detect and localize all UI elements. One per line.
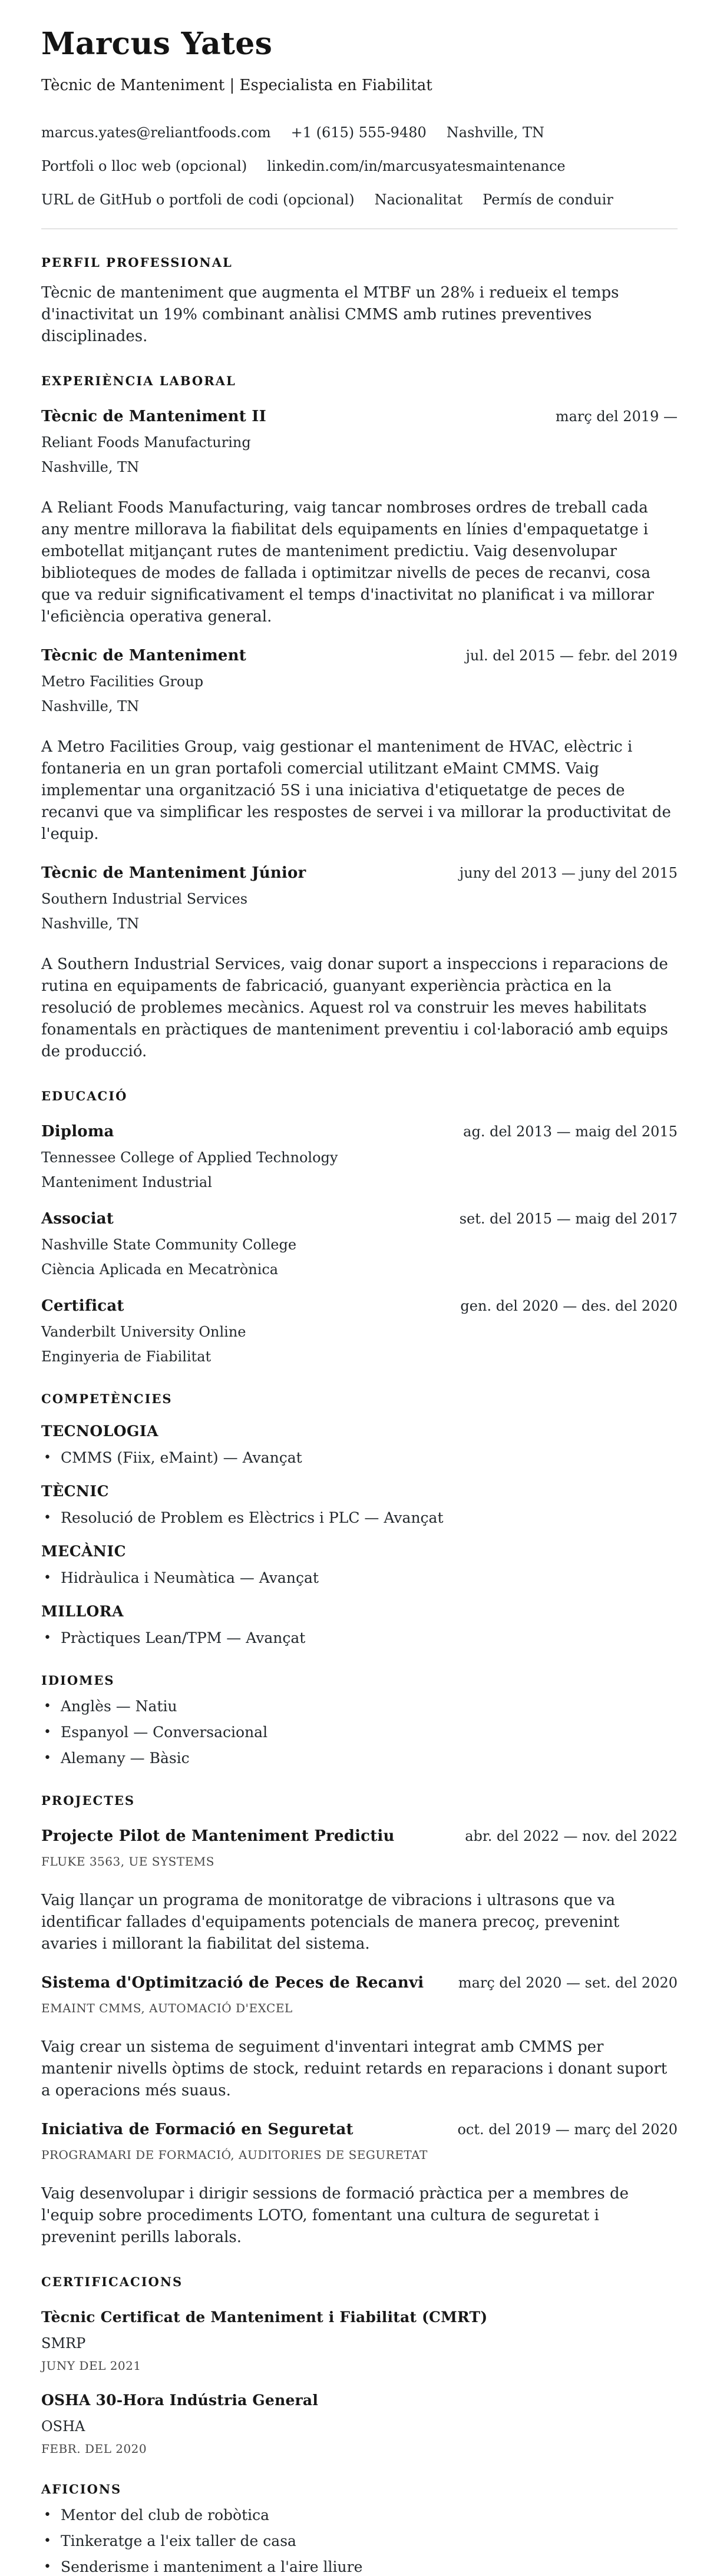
skill-category-name: MILLORA xyxy=(41,1603,124,1620)
language-item: • Anglès — Natiu xyxy=(41,1698,678,1715)
skill-list xyxy=(41,1449,678,1467)
project-entry-head xyxy=(41,2119,678,2139)
certification-date: FEBR. DEL 2020 xyxy=(41,2442,147,2456)
project-description: Vaig crear un sistema de seguiment d'inventari integrat amb CMMS per mantenir nivells òptims de stock, reduint retards en reparacions i donant suport a operacions més suaus. xyxy=(41,2038,668,2099)
job-company: Reliant Foods Manufacturing xyxy=(41,434,251,451)
job-entry-head xyxy=(41,646,678,666)
section-certifications xyxy=(41,2274,678,2456)
project-description: Vaig llançar un programa de monitoratge de vibracions i ultrasons que va identificar fallades d'equipaments potencials de manera precoç, prevenint avaries i millorant la fiabilitat del sistema. xyxy=(41,1892,620,1953)
project-entry-head xyxy=(41,1826,678,1846)
skill-list xyxy=(41,1629,678,1647)
skill-category xyxy=(41,1423,678,1467)
project-entry-head xyxy=(41,1973,678,1993)
job-title: Tècnic de Manteniment Júnior xyxy=(41,864,306,882)
contact-row-1 xyxy=(41,124,678,141)
job-entry xyxy=(41,406,678,628)
section-skills xyxy=(41,1391,678,1647)
hobby-item: • Mentor del club de robòtica xyxy=(41,2506,678,2524)
education-field: Enginyeria de Fiabilitat xyxy=(41,1348,212,1365)
resume-header xyxy=(41,26,678,209)
experience-heading: EXPERIÈNCIA LABORAL xyxy=(41,373,236,388)
education-degree: Diploma xyxy=(41,1123,114,1140)
contact-row-3 xyxy=(41,191,678,209)
education-dates: ag. del 2013 — maig del 2015 xyxy=(463,1123,678,1140)
certification-issuer: SMRP xyxy=(41,2335,86,2352)
project-title: Projecte Pilot de Manteniment Predictiu xyxy=(41,1827,395,1845)
section-projects xyxy=(41,1793,678,2248)
skill-item: • Pràctiques Lean/TPM — Avançat xyxy=(41,1629,678,1647)
person-title: Tècnic de Manteniment | Especialista en Fiabilitat xyxy=(41,77,432,94)
certification-issuer: OSHA xyxy=(41,2418,85,2435)
project-entry xyxy=(41,2119,678,2248)
skill-category xyxy=(41,1483,678,1527)
education-entry xyxy=(41,1209,678,1278)
education-degree: Associat xyxy=(41,1210,114,1228)
contact-row-2 xyxy=(41,157,678,175)
job-dates: jul. del 2015 — febr. del 2019 xyxy=(465,647,678,664)
skill-item: • Resolució de Problem es Elèctrics i PLC — Avançat xyxy=(41,1509,678,1527)
education-school: Nashville State Community College xyxy=(41,1236,297,1253)
education-degree: Certificat xyxy=(41,1297,124,1315)
skill-category-name: TECNOLOGIA xyxy=(41,1423,158,1440)
language-list xyxy=(41,1698,678,1767)
contact-item: Nashville, TN xyxy=(446,124,544,141)
education-entry-head xyxy=(41,1122,678,1142)
job-entry-head xyxy=(41,863,678,883)
certification-entry xyxy=(41,2390,678,2456)
certification-date: JUNY DEL 2021 xyxy=(41,2359,141,2373)
job-location: Nashville, TN xyxy=(41,915,140,932)
job-company: Metro Facilities Group xyxy=(41,673,204,690)
job-dates: juny del 2013 — juny del 2015 xyxy=(459,865,678,881)
education-field: Manteniment Industrial xyxy=(41,1174,212,1191)
certification-entry xyxy=(41,2307,678,2373)
skill-category-name: TÈCNIC xyxy=(41,1483,109,1500)
job-title: Tècnic de Manteniment xyxy=(41,647,246,664)
job-dates: març del 2019 — xyxy=(555,408,678,425)
section-languages xyxy=(41,1673,678,1767)
job-entry xyxy=(41,646,678,845)
hobby-list xyxy=(41,2506,678,2576)
job-description: A Reliant Foods Manufacturing, vaig tancar nombroses ordres de treball cada any mentre millorava la fiabilitat dels equipaments en línies d'empaquetatge i embotellat mitjançant rutes de manteniment predictiu. Vaig desenvolupar biblioteques de modes de fallada i optimitzar nivells de peces de recanvi, cosa que va reduir significativament el temps d'inactivitat no planificat i va millorar l'eficiència operativa general. xyxy=(41,499,654,626)
job-company: Southern Industrial Services xyxy=(41,891,248,907)
contact-item: Nacionalitat xyxy=(374,191,463,208)
project-tools: PROGRAMARI DE FORMACIÓ, AUDITORIES DE SEGURETAT xyxy=(41,2148,428,2162)
skill-item: • CMMS (Fiix, eMaint) — Avançat xyxy=(41,1449,678,1467)
projects-heading: PROJECTES xyxy=(41,1793,135,1808)
skills-heading: COMPETÈNCIES xyxy=(41,1391,173,1406)
language-item: • Espanyol — Conversacional xyxy=(41,1724,678,1741)
contact-item: marcus.yates@reliantfoods.com xyxy=(41,124,271,141)
hobby-item: • Tinkeratge a l'eix taller de casa xyxy=(41,2532,678,2550)
project-dates: març del 2020 — set. del 2020 xyxy=(458,1975,678,1991)
skill-item: • Hidràulica i Neumàtica — Avançat xyxy=(41,1569,678,1587)
education-entry-head xyxy=(41,1209,678,1229)
certification-name: Tècnic Certificat de Manteniment i Fiabilitat (CMRT) xyxy=(41,2309,488,2326)
contact-item: Portfoli o lloc web (opcional) xyxy=(41,158,247,174)
languages-heading: IDIOMES xyxy=(41,1673,115,1688)
education-dates: gen. del 2020 — des. del 2020 xyxy=(460,1298,678,1314)
skill-category xyxy=(41,1603,678,1647)
job-title: Tècnic de Manteniment II xyxy=(41,408,266,425)
section-hobbies xyxy=(41,2482,678,2576)
section-education xyxy=(41,1089,678,1365)
education-entry-head xyxy=(41,1296,678,1316)
project-entry xyxy=(41,1973,678,2102)
skill-list xyxy=(41,1509,678,1527)
profile-heading: PERFIL PROFESSIONAL xyxy=(41,255,233,270)
skill-category-name: MECÀNIC xyxy=(41,1543,126,1560)
job-location: Nashville, TN xyxy=(41,698,140,715)
section-profile xyxy=(41,255,678,348)
certifications-heading: CERTIFICACIONS xyxy=(41,2274,183,2289)
job-entry-head xyxy=(41,406,678,426)
job-description: A Metro Facilities Group, vaig gestionar el manteniment de HVAC, elèctric i fontaneria en un gran portafoli comercial utilitzant eMaint CMMS. Vaig implementar una organització 5S i una iniciativa d'etiquetatge de peces de recanvi que va simplificar les respostes de servei i va millorar la productivitat de l'equip. xyxy=(41,738,671,843)
project-dates: abr. del 2022 — nov. del 2022 xyxy=(465,1828,678,1844)
education-entry xyxy=(41,1122,678,1191)
education-dates: set. del 2015 — maig del 2017 xyxy=(459,1211,678,1227)
education-school: Vanderbilt University Online xyxy=(41,1324,246,1340)
language-item: • Alemany — Bàsic xyxy=(41,1750,678,1767)
education-school: Tennessee College of Applied Technology xyxy=(41,1149,338,1166)
project-title: Sistema d'Optimització de Peces de Recanvi xyxy=(41,1974,424,1992)
project-tools: EMAINT CMMS, AUTOMACIÓ D'EXCEL xyxy=(41,2001,293,2015)
contact-item: Permís de conduir xyxy=(483,191,613,208)
section-experience xyxy=(41,373,678,1063)
contact-item: +1 (615) 555-9480 xyxy=(290,124,427,141)
certification-name: OSHA 30-Hora Indústria General xyxy=(41,2392,319,2409)
education-entry xyxy=(41,1296,678,1365)
project-description: Vaig desenvolupar i dirigir sessions de formació pràctica per a membres de l'equip sobre procediments LOTO, fomentant una cultura de seguretat i prevenint perills laborals. xyxy=(41,2185,629,2246)
contact-item: URL de GitHub o portfoli de codi (opcional) xyxy=(41,191,355,208)
profile-text: Tècnic de manteniment que augmenta el MTBF un 28% i redueix el temps d'inactivitat un 19% combinant anàlisi CMMS amb rutines preventives disciplinades. xyxy=(41,284,619,345)
project-entry xyxy=(41,1826,678,1955)
hobby-item: • Senderisme i manteniment a l'aire lliure xyxy=(41,2558,678,2576)
job-location: Nashville, TN xyxy=(41,459,140,475)
hobbies-heading: AFICIONS xyxy=(41,2482,122,2496)
project-dates: oct. del 2019 — març del 2020 xyxy=(457,2121,678,2138)
education-heading: EDUCACIÓ xyxy=(41,1089,128,1103)
skill-list xyxy=(41,1569,678,1587)
education-field: Ciència Aplicada en Mecatrònica xyxy=(41,1261,279,1278)
job-description: A Southern Industrial Services, vaig donar suport a inspeccions i reparacions de rutina en equipaments de fabricació, guanyant experiència pràctica en la resolució de problemes mecànics. Aquest rol va construir les meves habilitats fonamentals en pràctiques de manteniment preventiu i col·laboració amb equips de producció. xyxy=(41,955,668,1060)
job-entry xyxy=(41,863,678,1063)
contact-item: linkedin.com/in/marcusyatesmaintenance xyxy=(267,158,566,174)
project-title: Iniciativa de Formació en Seguretat xyxy=(41,2121,353,2138)
project-tools: FLUKE 3563, UE SYSTEMS xyxy=(41,1854,214,1869)
person-name: Marcus Yates xyxy=(41,26,273,62)
skill-category xyxy=(41,1543,678,1587)
